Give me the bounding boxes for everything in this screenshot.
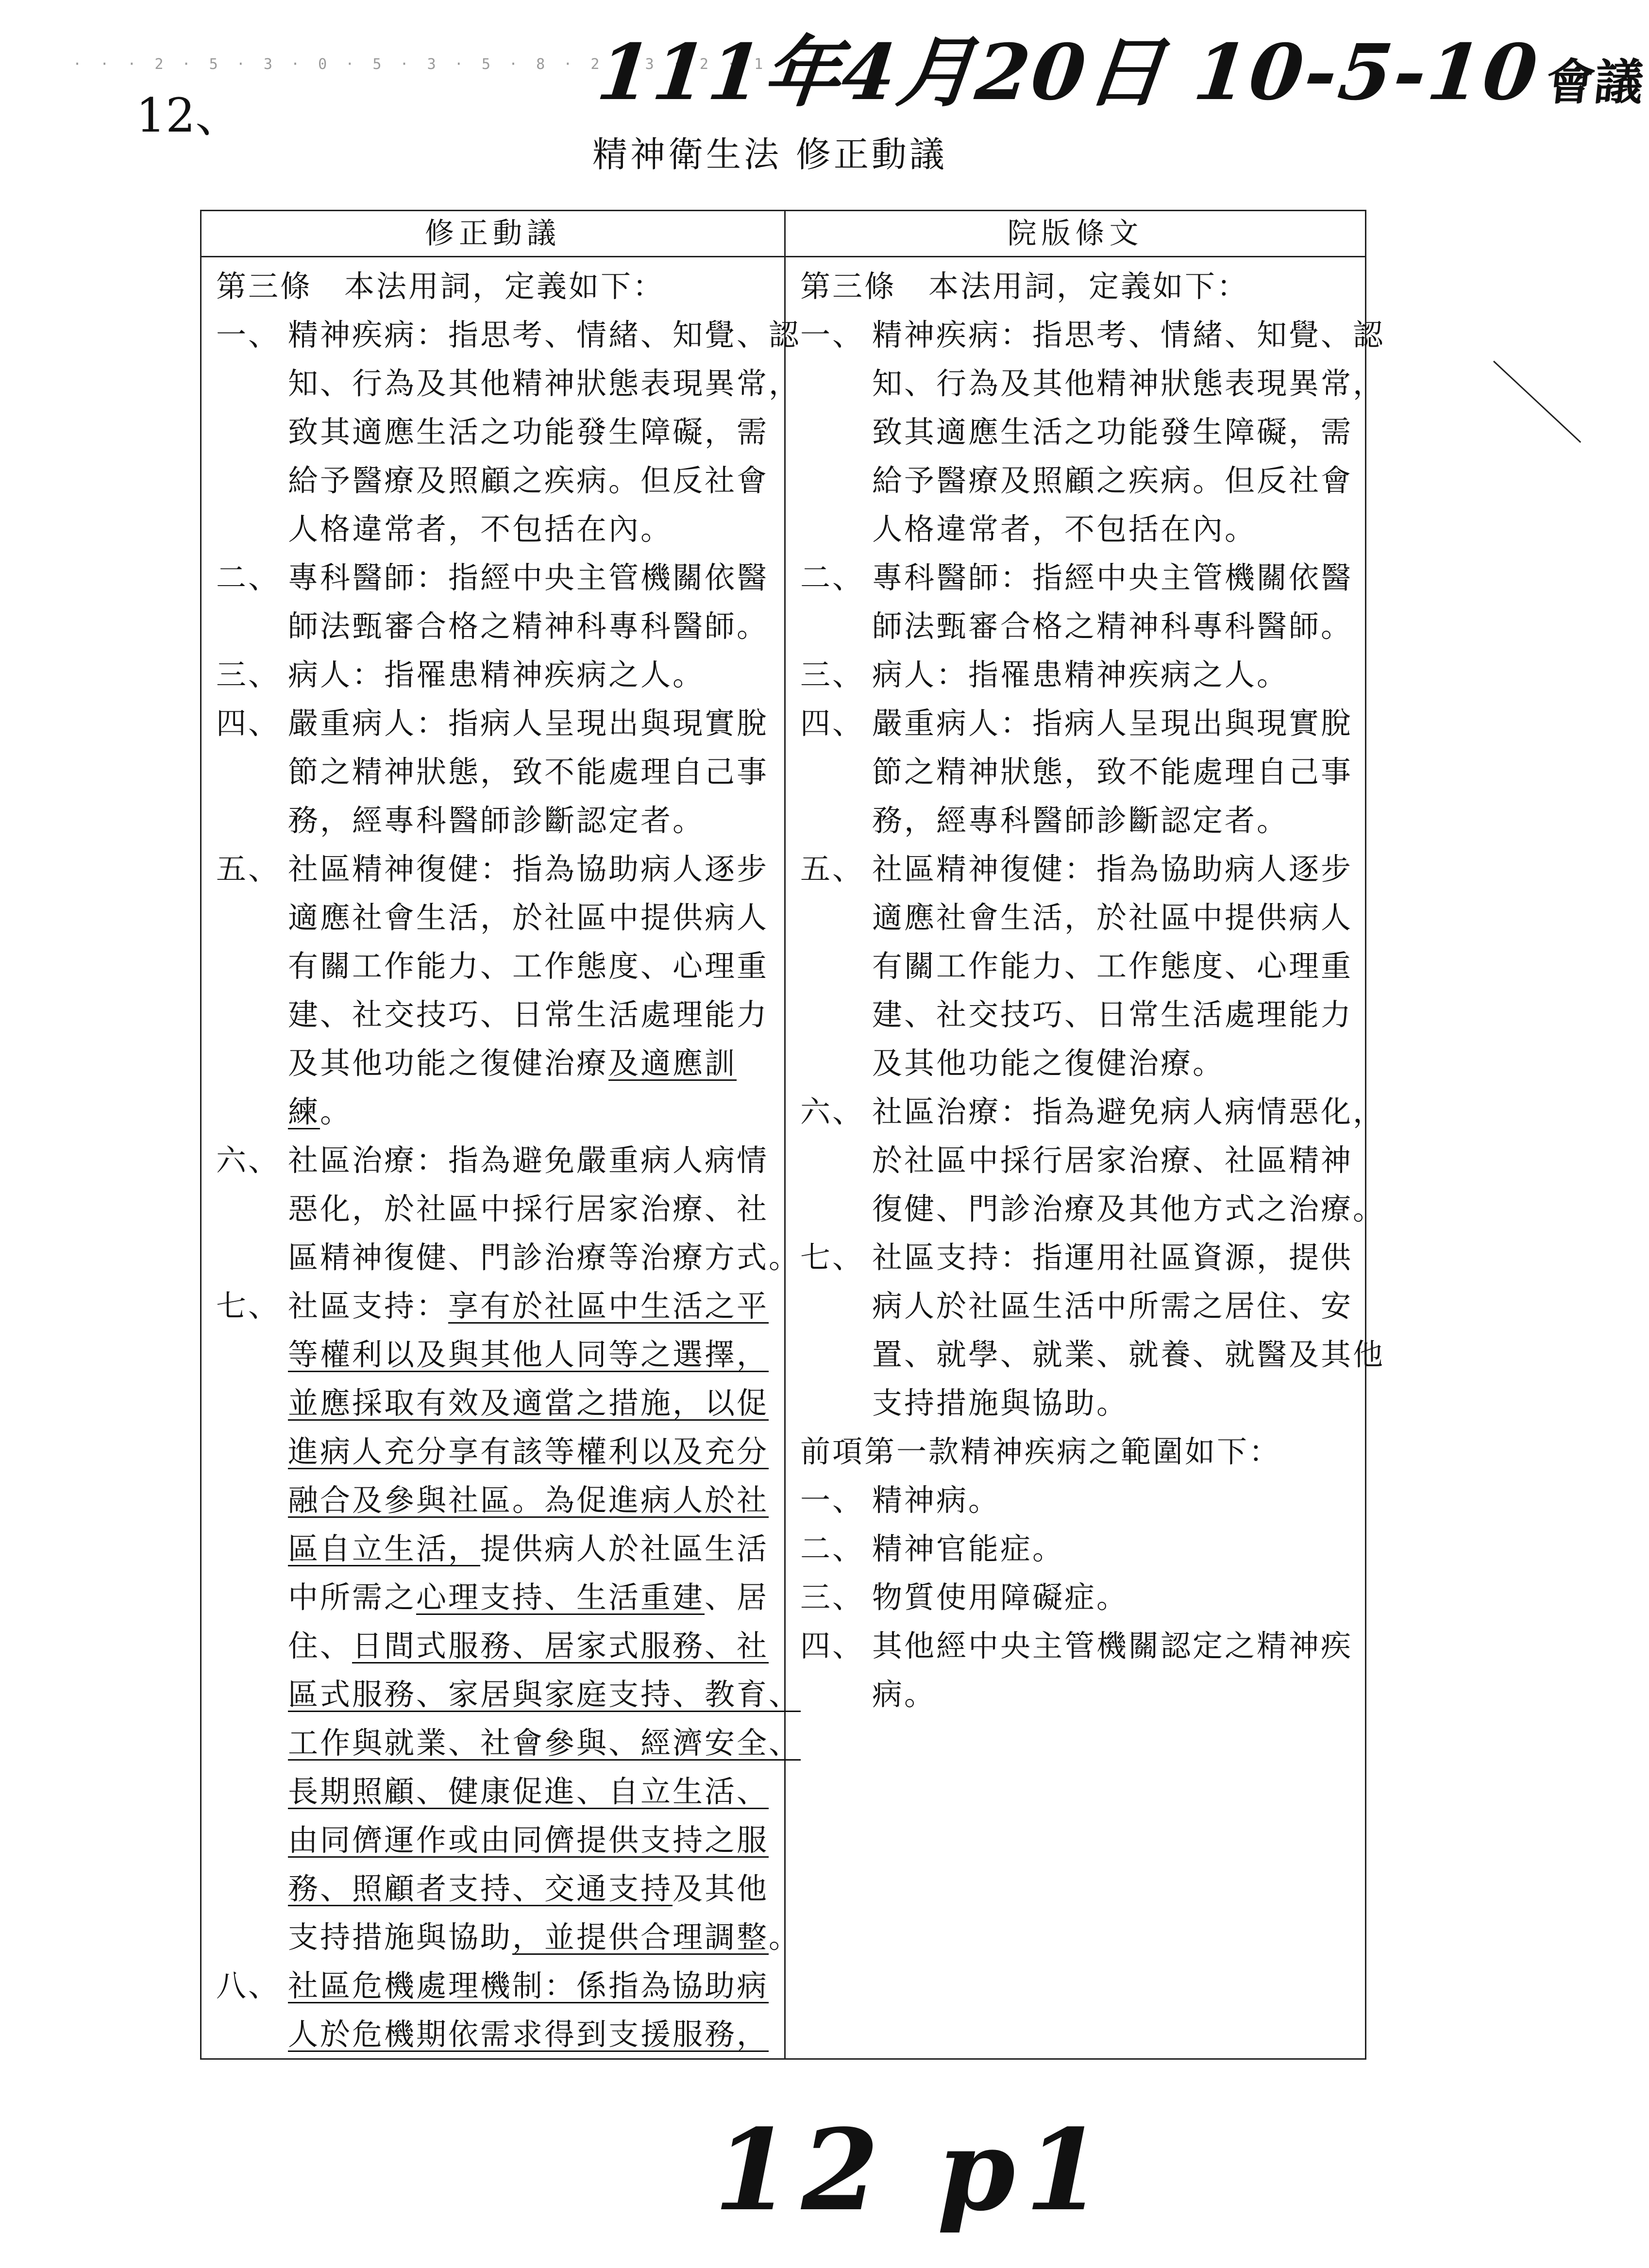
line-text [872,1185,1385,1233]
line-text [216,262,665,311]
indent [216,796,288,845]
list-number: 三、 [800,1579,865,1615]
indent [216,602,288,651]
executive-version-column-header: 院版條文 [786,211,1365,257]
amendment-line [216,311,801,359]
line-text [872,893,1353,942]
executive-version-text [786,257,1385,1719]
line-text [288,1670,801,1719]
line-text [872,651,1289,699]
indent [216,748,288,796]
executive-version-line [800,1428,1350,1476]
indent [216,893,288,942]
indent [216,1428,288,1476]
list-number: 二、 [216,560,281,595]
text-segment: 病。 [872,1677,937,1712]
indent [216,1719,288,1767]
indent [216,1379,288,1428]
text-segment: 病人：指罹患精神疾病之人。 [872,657,1289,692]
line-text [288,554,769,602]
text-segment: 第三條 本法用詞，定義如下： [800,269,1249,304]
list-number: 三、 [216,657,281,692]
indent [800,1330,872,1379]
line-text [872,748,1353,796]
executive-version-line [800,1282,1353,1330]
executive-version-line [800,991,1353,1039]
amendment-line [216,1525,770,1573]
line-text [288,796,705,845]
meeting-stamp: 會議 [1543,53,1647,111]
text-segment: 致其適應生活之功能發生障礙，需 [872,414,1353,450]
text-segment: 知、行為及其他精神狀態表現異常， [872,366,1385,401]
amendment-line [216,408,770,456]
text-segment: 社區治療：指為避免嚴重病人病情 [288,1142,769,1178]
line-text [872,1136,1353,1185]
amendment-line [216,1622,770,1670]
text-segment: 給予醫療及照顧之疾病。但反社會 [288,463,769,498]
text-segment: 建、社交技巧、日常生活處理能力 [288,997,769,1032]
indent [800,1379,872,1428]
amendment-line [216,1088,770,1136]
line-text [288,408,769,456]
line-text [288,602,769,651]
indent [216,1233,288,1282]
text-segment: 節之精神狀態，致不能處理自己事 [288,754,769,790]
amendment-line [216,1476,770,1525]
line-text [288,1865,769,1913]
text-segment: 置、就學、就業、就養、就醫及其他 [872,1337,1385,1372]
executive-version-line [800,845,1353,893]
executive-version-line [800,748,1353,796]
line-text [288,1088,352,1136]
amended-text-segment: 社區危機處理機制：係指為協助病 [288,1968,769,2003]
indent [216,1088,288,1136]
text-segment: 前項第一款精神疾病之範圍如下： [800,1434,1281,1469]
line-text [288,1282,769,1330]
line-text [288,699,769,748]
indent [800,1670,872,1719]
indent [800,1282,872,1330]
text-segment: 中所需之 [288,1579,417,1615]
line-text [872,602,1353,651]
text-segment: 區精神復健、門診治療等治療方式。 [288,1240,801,1275]
line-text [872,1670,936,1719]
list-number: 四、 [800,1628,865,1663]
text-segment: 有關工作能力、工作態度、心理重 [872,948,1353,984]
text-segment: 提供病人於社區生活 [480,1531,769,1566]
executive-version-line [800,1233,1353,1282]
indent [800,456,872,505]
amendment-line [216,554,770,602]
text-segment: 及其他 [673,1871,769,1906]
page-title: 精神衛生法 修正動議 [592,134,947,175]
line-text [288,1330,769,1379]
text-segment: 。 [769,1919,801,1955]
text-segment: 專科醫師：指經中央主管機關依醫 [288,560,769,595]
text-segment: 精神官能症。 [872,1531,1065,1566]
list-number: 五、 [216,851,281,887]
text-segment: 於社區中採行居家治療、社區精神 [872,1142,1353,1178]
amended-text-segment: ，並提供合理調整 [512,1919,769,1955]
text-segment: 有關工作能力、工作態度、心理重 [288,948,769,984]
text-segment: 節之精神狀態，致不能處理自己事 [872,754,1353,790]
indent [800,1185,872,1233]
indent [800,359,872,408]
amended-text-segment: 及適應訓 [608,1045,737,1081]
line-text [288,1039,737,1088]
line-text [288,1913,801,1962]
text-segment: 其他經中央主管機關認定之精神疾 [872,1628,1353,1663]
amendment-line [216,699,770,748]
margin-pen-mark [1493,361,1581,443]
list-number: 七、 [800,1240,865,1275]
line-text [872,1330,1385,1379]
line-text [288,1719,801,1767]
line-text [872,1233,1353,1282]
line-text [288,1525,769,1573]
amendment-text [202,257,801,2059]
amended-text-segment: 融合及參與社區。為促進病人於社 [288,1482,769,1518]
line-text [288,1573,769,1622]
line-text [288,456,769,505]
line-text [288,651,705,699]
amendment-line [216,1719,801,1767]
amendment-line [216,505,770,554]
indent [800,408,872,456]
indent [216,1573,288,1622]
executive-version-line [800,262,1350,311]
indent [216,1039,288,1088]
line-text [288,359,801,408]
amended-text-segment: 區式服務、家居與家庭支持、教育、 [288,1677,801,1712]
item-number: 12、 [136,88,242,143]
line-text [288,942,769,991]
indent [216,1476,288,1525]
text-segment: 及其他功能之復健治療。 [872,1045,1225,1081]
indent [216,1670,288,1719]
line-text [800,262,1249,311]
comparison-table [200,210,1385,2060]
indent [216,408,288,456]
executive-version-line [800,1039,1350,1088]
line-text [288,1136,769,1185]
line-text [872,505,1257,554]
text-segment: 惡化，於社區中採行居家治療、社 [288,1191,769,1226]
executive-version-line [800,1476,1350,1525]
executive-version-line [800,554,1353,602]
amendment-line [216,748,770,796]
amendment-line [216,1282,770,1330]
text-segment: 致其適應生活之功能發生障礙，需 [288,414,769,450]
indent [800,991,872,1039]
line-text [872,1573,1128,1622]
list-number: 一、 [216,317,281,353]
executive-version-line [800,1670,1350,1719]
executive-version-line [800,1330,1385,1379]
executive-version-line [800,1525,1350,1573]
executive-version-line [800,796,1350,845]
text-segment: 適應社會生活，於社區中提供病人 [872,900,1353,935]
amended-text-segment: 享有於社區中生活之平 [448,1288,769,1324]
list-number: 一、 [800,1482,865,1518]
line-text [872,408,1353,456]
amendment-line [216,2010,770,2059]
line-text [872,1088,1385,1136]
line-text [872,699,1353,748]
text-segment: 精神疾病：指思考、情緒、知覺、認 [872,317,1385,353]
executive-version-line [800,942,1353,991]
amended-text-segment: 區自立生活， [288,1531,481,1566]
text-segment: 物質使用障礙症。 [872,1579,1129,1615]
executive-version-line [800,699,1353,748]
indent [216,359,288,408]
line-text [288,1476,769,1525]
line-text [288,1767,769,1816]
amendment-line [216,1816,770,1865]
executive-version-line [800,1622,1353,1670]
amended-text-segment: 進病人充分享有該等權利以及充分 [288,1434,769,1469]
text-segment: 精神病。 [872,1482,1001,1518]
line-text [872,456,1353,505]
line-text [288,505,673,554]
line-text [288,1622,769,1670]
indent [800,1136,872,1185]
text-segment: 師法甄審合格之精神科專科醫師。 [288,608,769,644]
indent [216,505,288,554]
line-text [288,311,801,359]
amendment-line [216,1330,770,1379]
line-text [288,1962,769,2010]
text-segment: 知、行為及其他精神狀態表現異常， [288,366,801,401]
amendment-line [216,1767,770,1816]
text-segment: 支持措施與協助。 [872,1385,1129,1421]
line-text [288,1185,769,1233]
executive-version-line [800,311,1385,359]
executive-version-line [800,651,1350,699]
list-number: 四、 [216,706,281,741]
executive-version-line [800,893,1353,942]
executive-version-line [800,1185,1385,1233]
text-segment: 精神疾病：指思考、情緒、知覺、認 [288,317,801,353]
amendment-line [216,1913,801,1962]
line-text [872,359,1385,408]
amendment-line [216,1670,801,1719]
list-number: 一、 [800,317,865,353]
indent [216,1913,288,1962]
list-number: 五、 [800,851,865,887]
text-segment: 。 [320,1094,353,1129]
list-number: 六、 [216,1142,281,1178]
text-segment: 社區治療：指為避免病人病情惡化， [872,1094,1385,1129]
text-segment: 社區支持：指運用社區資源，提供 [872,1240,1353,1275]
text-segment: 病人於社區生活中所需之居住、安 [872,1288,1353,1324]
amendment-line [216,1962,770,2010]
line-text [288,893,769,942]
executive-version-line [800,1573,1350,1622]
amendment-line [216,1428,770,1476]
list-number: 六、 [800,1094,865,1129]
amendment-line [216,845,770,893]
text-segment: 嚴重病人：指病人呈現出與現實脫 [872,706,1353,741]
amended-text-segment: 務、照顧者支持、交通支持 [288,1871,673,1906]
text-segment: 務，經專科醫師診斷認定者。 [288,803,705,838]
text-segment: 專科醫師：指經中央主管機關依醫 [872,560,1353,595]
line-text [288,1428,769,1476]
handwritten-meeting-note [592,29,1649,126]
amendment-line [216,1185,770,1233]
indent [216,1767,288,1816]
amendment-line [216,1379,770,1428]
amended-text-segment: 並應採取有效及適當之措施，以促 [288,1385,769,1421]
text-segment: 支持措施與協助 [288,1919,513,1955]
line-text [872,311,1385,359]
amendment-line [216,1233,801,1282]
indent [216,1622,288,1670]
text-segment: 嚴重病人：指病人呈現出與現實脫 [288,706,769,741]
amendment-line [216,991,770,1039]
indent [216,991,288,1039]
amendment-column-header: 修正動議 [202,211,784,257]
text-segment: 社區精神復健：指為協助病人逐步 [872,851,1353,887]
amendment-line [216,456,770,505]
amendment-line [216,651,770,699]
executive-version-column [786,211,1385,2058]
text-segment: 務，經專科醫師診斷認定者。 [872,803,1289,838]
text-segment: 住、 [288,1628,353,1663]
executive-version-line [800,505,1350,554]
executive-version-line [800,1088,1385,1136]
indent [216,456,288,505]
amendment-line [216,262,770,311]
line-text [872,796,1289,845]
list-number: 二、 [800,560,865,595]
amended-text-segment: 日間式服務、居家式服務、社 [352,1628,769,1663]
text-segment: 適應社會生活，於社區中提供病人 [288,900,769,935]
line-text [288,1379,769,1428]
indent [216,2010,288,2059]
amended-text-segment: 長期照顧、健康促進、自立生活、 [288,1774,769,1809]
text-segment: 第三條 本法用詞，定義如下： [216,269,665,304]
executive-version-line [800,408,1353,456]
amendment-line [216,1573,770,1622]
indent [216,1816,288,1865]
executive-version-line [800,456,1353,505]
amendment-line [216,796,770,845]
list-number: 七、 [216,1288,281,1324]
amended-text-segment: 等權利以及與其他人同等之選擇， [288,1337,769,1372]
line-text [872,1476,1000,1525]
executive-version-line [800,359,1385,408]
amended-text-segment: 人於危機期依需求得到支援服務， [288,2016,769,2052]
indent [800,1039,872,1088]
text-segment: 師法甄審合格之精神科專科醫師。 [872,608,1353,644]
amendment-column [202,211,801,2058]
indent [800,748,872,796]
list-number: 三、 [800,657,865,692]
amendment-line [216,1039,770,1088]
line-text [872,1525,1064,1573]
text-segment: 復健、門診治療及其他方式之治療。 [872,1191,1385,1226]
executive-version-line [800,1136,1353,1185]
line-text [872,942,1353,991]
text-segment: 病人：指罹患精神疾病之人。 [288,657,705,692]
amended-text-segment: 由同儕運作或由同儕提供支持之服 [288,1822,769,1858]
text-segment: 人格違常者，不包括在內。 [872,511,1257,547]
indent [216,1865,288,1913]
indent [800,942,872,991]
line-text [872,1622,1353,1670]
list-number: 八、 [216,1968,281,2003]
indent [800,505,872,554]
amendment-line [216,602,770,651]
amendment-line [216,942,770,991]
amendment-line [216,1136,770,1185]
text-segment: 人格違常者，不包括在內。 [288,511,673,547]
line-text [872,554,1353,602]
line-text [872,845,1353,893]
line-text [288,748,769,796]
line-text [288,2010,769,2059]
line-text [872,1379,1128,1428]
text-segment: 及其他功能之復健治療 [288,1045,609,1081]
line-text [288,1233,801,1282]
line-text [800,1428,1281,1476]
line-text [872,1282,1353,1330]
amendment-line [216,359,801,408]
indent [800,893,872,942]
list-number: 二、 [800,1531,865,1566]
executive-version-line [800,602,1353,651]
line-text [872,1039,1225,1088]
indent [216,942,288,991]
indent [800,796,872,845]
handwritten-date: 111年4月20日 10-5-10 [593,28,1544,118]
amendment-line [216,893,770,942]
list-number: 四、 [800,706,865,741]
line-text [288,845,769,893]
text-segment: 社區支持： [288,1288,449,1324]
scan-noise-text: · · · 2 · 5 · 3 · 0 · 5 · 3 · 5 · 8 · 2 · 3 · 2 · 1 [73,56,768,73]
executive-version-line [800,1379,1350,1428]
handwritten-page-number: 12 p1 [714,2105,1112,2236]
indent [216,1185,288,1233]
line-text [288,991,769,1039]
text-segment: 社區精神復健：指為協助病人逐步 [288,851,769,887]
text-segment: 、居 [705,1579,769,1615]
text-segment: 給予醫療及照顧之疾病。但反社會 [872,463,1353,498]
amended-text-segment: 工作與就業、社會參與、經濟安全、 [288,1725,801,1761]
indent [216,1525,288,1573]
indent [216,1330,288,1379]
text-segment: 建、社交技巧、日常生活處理能力 [872,997,1353,1032]
amendment-line [216,1865,770,1913]
amended-text-segment: 練 [288,1094,320,1129]
amended-text-segment: 心理支持、生活重建 [416,1579,705,1615]
line-text [288,1816,769,1865]
indent [800,602,872,651]
line-text [872,991,1353,1039]
